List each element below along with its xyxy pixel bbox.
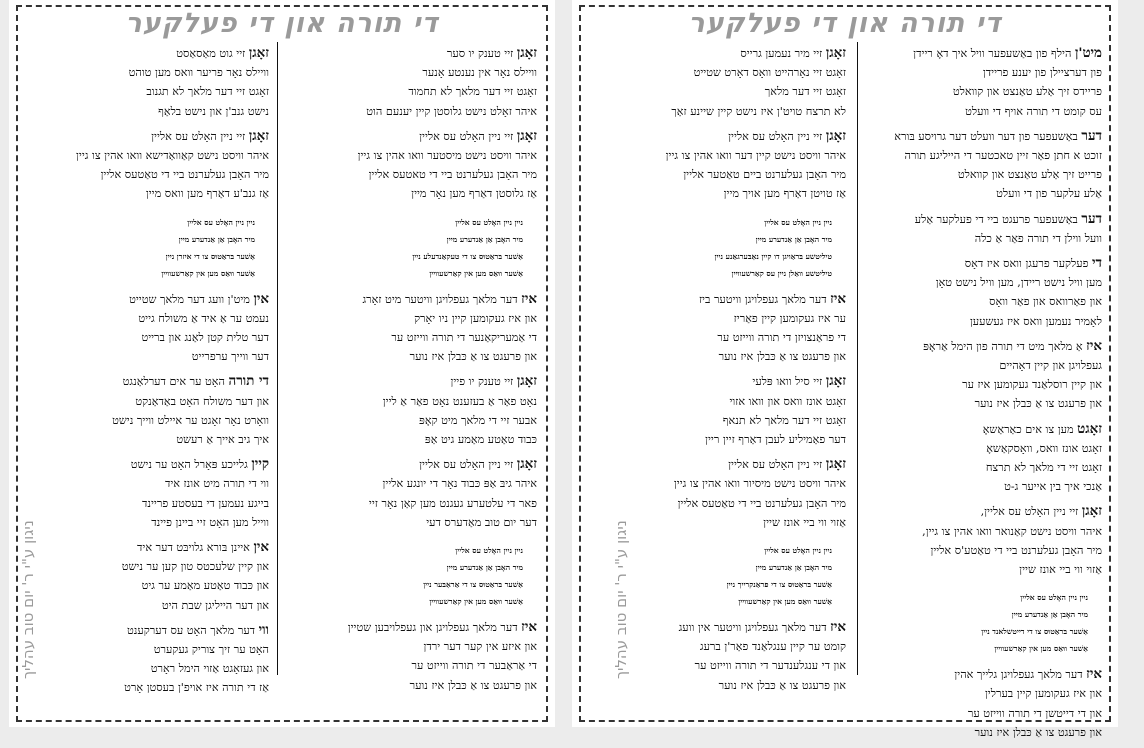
page-title: די תורה און די פעלקער [688, 8, 1002, 39]
stanza-keyword: איז [830, 619, 846, 636]
stanza [838, 44, 1102, 121]
verse-line: זאָגט זיי נאָרהייט וואָס דאָרט שטייט [693, 66, 846, 80]
verse-line: אַז גלוסטן דאַרף מען נאָר מיין [411, 187, 537, 201]
stanza-keyword: זאָגן [825, 373, 846, 390]
chorus-line: מיר האָבן אַן אַנדערע מיין [1011, 610, 1088, 620]
chorus-block [39, 214, 269, 282]
verse-line: איהר וויסט נישט מיסיור וואו אהין צו גיין [673, 477, 846, 491]
verse-line: און די דייטשן די תורה ווייזט ער [967, 706, 1102, 720]
verse-line [39, 621, 269, 640]
verse-line [838, 420, 1102, 439]
stanza-keyword: זאָגן [825, 45, 846, 61]
stanza-keyword: זאָגן [248, 45, 269, 61]
stanza [39, 621, 269, 698]
verse-line: מען וויל נישט ריידן, מען וויל נישט טאָן [935, 276, 1102, 290]
verse-line: מיר האָבן געלערנט ביים טאַטער אליין [683, 168, 846, 182]
verse-line [39, 538, 269, 557]
verse-line: איהר וויסט נישט קיין דער וואו אהין צו גיין [665, 149, 846, 163]
verse-text: זיי ניין האָלט עס אליין [419, 129, 514, 143]
chorus-line: טיליטשע וואַלן ניין עס קאַרשעוויין [731, 268, 832, 278]
chorus-line: טיליטשע בּראַויגן דו קיין נאַבּערגאַנע ניין [714, 251, 832, 261]
chorus-block [618, 214, 846, 282]
verse-line: און פרעגט צו אַ כּבלן איז נוער [718, 350, 846, 364]
right-page-right-column [838, 44, 1102, 748]
verse-line [618, 372, 846, 391]
verse-line: וויילס נאָר אין נענטע אָנער [422, 66, 537, 80]
stanza [838, 665, 1102, 742]
verse-line: עס קומט די תורה אויף די וועלט [965, 104, 1102, 118]
verse-line: פון דערציילן פון יענע פריידן [982, 66, 1102, 80]
verse-line: אַז גנב'ע דאַרף מען וואס מיין [145, 187, 269, 201]
verse-line [838, 44, 1102, 63]
verse-line: נאָט פאַר אַ בעזענט נאָט פאַר אַ ליין [382, 394, 537, 408]
verse-line [838, 337, 1102, 356]
chorus-line: ניין ניין האָלט עס אליין [187, 217, 255, 227]
stanza-keyword: זאָגן [825, 456, 846, 473]
stanza-keyword: די [1092, 255, 1102, 272]
verse-line [39, 44, 269, 63]
verse-text: גלייכע פּאָרל האָט ער נישט [130, 458, 248, 472]
verse-text: זיי סיל וואו פּלעי [752, 375, 823, 389]
verse-line: און דער הייליגן שבת היט [161, 598, 269, 612]
chorus-line: אַשׁער בּראַטוּס צו די טעקאַנדעלע ניין [412, 251, 523, 261]
chorus-line: ניין ניין האָלט עס אליין [1020, 593, 1088, 603]
verse-line: און איזע אין קער דער ירדן [423, 640, 537, 654]
verse-line: איהר גיבּ אַפּ כּבוד נאָר די יונגע אליין [382, 477, 537, 491]
verse-line: און די ענגלענדער די תורה ווייזט ער [694, 659, 846, 673]
verse-line: מיר האָבן געלערנט ביי די טאַטעס אליין [677, 496, 846, 510]
stanza-keyword: איז [1086, 666, 1102, 683]
stanza-keyword: איז [830, 290, 846, 307]
stanza [291, 455, 537, 532]
verse-text: זיי ניין האָלט עס אליין, [980, 505, 1079, 519]
chorus-block [838, 589, 1102, 657]
chorus-line: אַשׁער בּראַטוּס צו די פראַנקרייך ניין [726, 580, 832, 590]
verse-line [618, 127, 846, 146]
stanza-keyword: די תורה [228, 373, 269, 390]
verse-line [39, 290, 269, 309]
stanza [291, 127, 537, 204]
verse-line: די אַמעריקאַנער די תורה ווייזט ער [391, 331, 537, 345]
verse-text: זיי מיר נעמען גרייס [740, 47, 823, 60]
verse-text: זיי טענק יו פיין [450, 375, 514, 389]
verse-text: אַ מלאך מיט די תורה פון הימל אַראָפּ [923, 339, 1083, 353]
verse-text: האָט ער אים דערלאַנגט [122, 375, 225, 389]
stanza-keyword: איז [1086, 337, 1102, 354]
verse-line: און קיין שלעכטס טון קען ער נישט [121, 560, 269, 574]
verse-text: זיי ניין האָלט עס אליין [728, 458, 823, 472]
verse-text: זיי ניין האָלט עס אליין [151, 129, 246, 143]
chorus-line: אַשׁער ווּאַס מען אין קאַרשעוויין [994, 644, 1088, 654]
chorus-line: מיר האָבן אַן אַנדערע מיין [755, 234, 832, 244]
verse-text: פעלקער פרעגן וואס איז דאָס [964, 257, 1089, 271]
stanza [39, 44, 269, 121]
chorus-line: מיר האָבן אַן אַנדערע מיין [755, 563, 832, 573]
verse-line: וואָרט נאָר זאָגט ער איילט ווייך נישט [112, 413, 269, 427]
verse-line [39, 372, 269, 391]
chorus-line: ניין ניין האָלט עס אליין [455, 217, 523, 227]
verse-line: דער טלית קטן לאַנג און ברייט [141, 331, 269, 345]
verse-line [291, 618, 537, 637]
verse-line: אַלע עלקער פון די וועלט [996, 187, 1102, 201]
verse-line: זאָגט זיי די מלאך לא תרצח [985, 461, 1102, 475]
chorus-line: אַשׁער בּראַטוּס צו די אַראַבּער ניין [423, 580, 523, 590]
stanza [838, 127, 1102, 204]
verse-text: באַשעפער פרעגט ביי די פעלקער אַלע [914, 212, 1078, 226]
stanza [291, 618, 537, 695]
stanza-keyword: זאָגן [248, 127, 269, 144]
verse-line: און איז געקומען קיין ניו יאָרק [414, 311, 537, 325]
verse-line: און איז געקומען קיין בערלין [984, 687, 1102, 701]
stanza [838, 337, 1102, 414]
stanza [838, 254, 1102, 331]
verse-line: אַז טויטן דאַרף מען אויך מיין [723, 187, 846, 201]
verse-text: זיי טענק יו סער [446, 47, 514, 60]
verse-line [838, 210, 1102, 229]
verse-text: מיט'ן וועג דער מלאך שטייט [129, 292, 250, 306]
left-page-left-column [39, 44, 269, 704]
verse-line: איהר וויסט נישט מיסטער וואו אהין צו גיין [357, 149, 537, 163]
chorus-line: אַשׁער ווּאַס מען אין קאַרשעוויין [161, 268, 255, 278]
verse-line: און פרעגט צו אַ כּבלן איז נוער [974, 725, 1102, 739]
verse-line: געפלויגן און קיין דאָהיים [999, 359, 1102, 373]
verse-line: אַזוי ווי ביי אונז שיין [763, 515, 846, 529]
column-divider [277, 42, 278, 675]
stanza [291, 44, 537, 121]
verse-line [39, 455, 269, 474]
verse-line: פריידס זיך אַלע טאַנצט און קוואלט [952, 85, 1102, 99]
verse-line: דער יום טוב מאַדערס דעי [426, 515, 537, 529]
chorus-line: אַשׁער ווּאַס מען אין קאַרשעוויין [429, 597, 523, 607]
page-title: די תורה און די פעלקער [125, 8, 439, 39]
stanza-keyword: דער [1081, 127, 1102, 144]
column-divider [857, 42, 858, 675]
verse-line: און געזאָגט אַזוי הימל ראָרט [150, 662, 269, 676]
verse-line: וויילס נאָר פריער וואס מען טוהט [128, 66, 269, 80]
verse-line: ווי די תורה מיט אונז איד [164, 477, 269, 491]
verse-line: די אַראַבער די תורה ווייזט ער [411, 659, 537, 673]
verse-line [838, 127, 1102, 146]
stanza-keyword: זאָגן [516, 127, 537, 144]
stanza [39, 127, 269, 204]
verse-line: האָט ער זיך צוריק געקערט [153, 643, 269, 657]
verse-line [291, 455, 537, 474]
stanza [618, 618, 846, 695]
stanza-keyword: קיין [251, 456, 269, 473]
stanza-keyword: זאָגן [1081, 503, 1102, 520]
verse-line: אַז די תורה איז אויפ'ן בעסטן אָרט [124, 681, 269, 695]
verse-text: איינן בּורא גלויבּט דער איד [137, 541, 250, 555]
verse-line: נישט גנב'ן און נישט בלאַף [158, 104, 269, 118]
verse-line: אַזוי ווי ביי אונז שיין [1019, 563, 1102, 577]
verse-line: זאָגט אונז וואס און וואו אזוי [729, 394, 846, 408]
stanza [618, 44, 846, 121]
stanza-keyword: מיט'ן [1074, 45, 1102, 61]
chorus-line: ניין ניין האָלט עס אליין [764, 546, 832, 556]
verse-line: אבער זיי די מלאך מיט קאָפּ [419, 413, 537, 427]
chorus-line: אַשׁער בּראַטוּס צו די איזרן ניין [165, 251, 255, 261]
chorus-line: ניין ניין האָלט עס אליין [764, 217, 832, 227]
verse-line [291, 44, 537, 63]
verse-line: מיר האָבן געלערנט ביי די טאַטעס אליין [100, 168, 269, 182]
verse-line: בייגע נעמען די בעסטע פריינד [141, 496, 269, 510]
verse-line [618, 455, 846, 474]
verse-text: דער מלאך געפלויגן וויטער מיט זאָרג [362, 292, 518, 306]
right-page [572, 0, 1118, 739]
stanza-keyword: אין [253, 290, 269, 307]
verse-line: נעמט ער אַ איד אַ משולח גייט [138, 311, 269, 325]
verse-line: איהר וויסט נישט קאַנואר וואו אהין צו גיין, [922, 524, 1102, 538]
stanza [291, 290, 537, 367]
verse-line: פרייט זיך אַלע טאַנצט און קוואלט [957, 168, 1102, 182]
verse-line: קומט ער קיין ענגלאַנד פאַר'ן ברעג [699, 640, 846, 654]
verse-line: און פרעגט צו אַ כּבלן איז נוער [409, 350, 537, 364]
verse-text: דער מלאך געפלויגן וויטער אין וועג [678, 621, 827, 635]
stanza-keyword: ווי [258, 621, 269, 638]
verse-line: פאר די עלטערע געגנט מען קאַן נאָר זיי [368, 496, 537, 510]
chorus-line: אַשׁער בּראַטוּס צו די דייטשלאנד ניין [981, 627, 1088, 637]
verse-line: וועל ווילן די תורה פאַר אַ כלה [974, 231, 1102, 245]
verse-line [618, 44, 846, 63]
verse-line: דער פאַמיליע לעבן דאַרף זיין ריין [705, 433, 846, 447]
verse-text: באַשעפער פון דער וועלט דער גרויסע בּורא [894, 129, 1078, 143]
stanza-keyword: זאָגן [516, 456, 537, 473]
stanza [838, 210, 1102, 248]
verse-line: דער ווייך ערפרייט [191, 350, 269, 364]
verse-line [618, 618, 846, 637]
stanza [39, 538, 269, 615]
stanza [291, 372, 537, 449]
verse-line: איהר זאָלט נישט גלוסטן קיין יענעם הוט [366, 104, 537, 118]
verse-line [838, 254, 1102, 273]
verse-text: הילף פון באַשעפער וויל איך דאָ ריידן [913, 47, 1072, 60]
verse-line: די פראַנצויזן די תורה ווייזט ער [717, 331, 846, 345]
right-page-left-column [618, 44, 846, 701]
chorus-block [618, 542, 846, 610]
verse-line: און קיין רוסלאַנד געקומען איז ער [962, 378, 1102, 392]
left-page-right-column [291, 44, 537, 701]
stanza [39, 372, 269, 449]
chorus-block [291, 542, 537, 610]
left-page [9, 0, 555, 727]
verse-line: זאָגט זיי דער מלאך [764, 85, 846, 99]
verse-line [39, 127, 269, 146]
verse-line: לא תרצח טויט'ן איז נישט קיין שיינע זאַך [671, 104, 846, 118]
chorus-line: ניין ניין האָלט עס אליין [455, 546, 523, 556]
verse-line: ווייל מען האָט זיי ביינן פיינד [151, 515, 269, 529]
verse-line: לאָמיר נעמען וואס איז געשעען [969, 314, 1102, 328]
verse-line: און פרעגט צו אַ כּבלן איז נוער [718, 678, 846, 692]
verse-line: מיר האָבן געלערנט ביי די טאטעס אליין [368, 168, 537, 182]
verse-line: און פאַרוואס און פאַר וואָס [989, 295, 1102, 309]
verse-line [291, 127, 537, 146]
verse-text: מען צו אים כאַראַשאָ [982, 422, 1074, 436]
verse-text: דער מלאך געפלויגן וויטער ביז [698, 292, 827, 306]
verse-line [291, 372, 537, 391]
stanza-keyword: זאָגן [516, 45, 537, 61]
verse-line [838, 665, 1102, 684]
verse-line: זאָגט זיי דער מלאך לא תנאף [722, 413, 846, 427]
chorus-block [291, 214, 537, 282]
verse-line: ער איז געקומען קיין פאַריז [733, 311, 846, 325]
stanza-keyword: איז [521, 619, 537, 636]
stanza-keyword: איז [521, 290, 537, 307]
stanza-keyword: זאָגן [516, 373, 537, 390]
verse-text: דער מלאך געפלויגן און געפלויבען שטיין [347, 621, 518, 635]
stanza [838, 420, 1102, 497]
verse-line: זאָגט אונז וואס, וואָסקאַשאָ [986, 441, 1102, 455]
verse-text: דער מלאך געפלויגן גלייך אהין [954, 668, 1083, 682]
verse-text: דער מלאך האָט עס דערקענט [127, 623, 256, 637]
verse-line: און דער משולח האָט באַדאַנקט [135, 394, 269, 408]
stanza [618, 372, 846, 449]
verse-line: זאָגט זיי דער מלאך לא תגנוב [146, 85, 269, 99]
stanza [618, 127, 846, 204]
stanza-keyword: דער [1081, 210, 1102, 227]
chorus-line: אַשׁער ווּאַס מען אין קאַרשעוויין [738, 597, 832, 607]
verse-line: מיר האָבן געלערנט ביי די טאַטע'ס אליין [930, 543, 1102, 557]
stanza-keyword: זאָגט [1077, 420, 1102, 437]
chorus-line: מיר האָבן אַן אַנדערע מיין [178, 234, 255, 244]
verse-line: און פרעגט צו אַ כּבלן איז נוער [974, 397, 1102, 411]
verse-line [291, 290, 537, 309]
stanza [618, 290, 846, 367]
verse-line [838, 502, 1102, 521]
verse-line: איהר וויסט נישט קאַוואַדישא וואו אהין צו גיין [76, 149, 269, 163]
verse-line: זאָגט זיי דער מלאך לא תחמוד [408, 85, 537, 99]
stanza [39, 455, 269, 532]
verse-line: אַנכי איך בין אייער ג-ט [1004, 480, 1102, 494]
verse-text: זיי ניין האָלט עס אליין [728, 129, 823, 143]
chorus-line: אַשׁער ווּאַס מען אין קאַרשעוויין [429, 268, 523, 278]
verse-line: איך גיב אייך אַ רעשט [176, 433, 269, 447]
chorus-line: מיר האָבן אַן אַנדערע מיין [446, 563, 523, 573]
stanza-keyword: אין [253, 539, 269, 556]
verse-line: זוכט א חתן פאַר זיין טאכטער די הייליגע תורה [904, 149, 1102, 163]
attribution: ניגון ע"י ר' יום טוב עהליך [19, 520, 37, 679]
stanza [838, 502, 1102, 579]
verse-line: און כּבוד טאַטע מאַמע ער גיט [141, 579, 269, 593]
stanza-keyword: זאָגן [825, 127, 846, 144]
verse-line: כּבוד טאַטע מאַמע גיט אַפּ [424, 433, 537, 447]
attribution: ניגון ע"י ר' יום טוב עהליך [612, 520, 630, 679]
chorus-line: מיר האָבן אַן אַנדערע מיין [446, 234, 523, 244]
verse-line [618, 290, 846, 309]
verse-text: זיי גוט מאַסאַסט [176, 47, 246, 60]
stanza [39, 290, 269, 367]
stanza [618, 455, 846, 532]
verse-text: זיי ניין האָלט עס אליין [419, 458, 514, 472]
verse-line: און פרעגט צו אַ כּבלן איז נוער [409, 678, 537, 692]
